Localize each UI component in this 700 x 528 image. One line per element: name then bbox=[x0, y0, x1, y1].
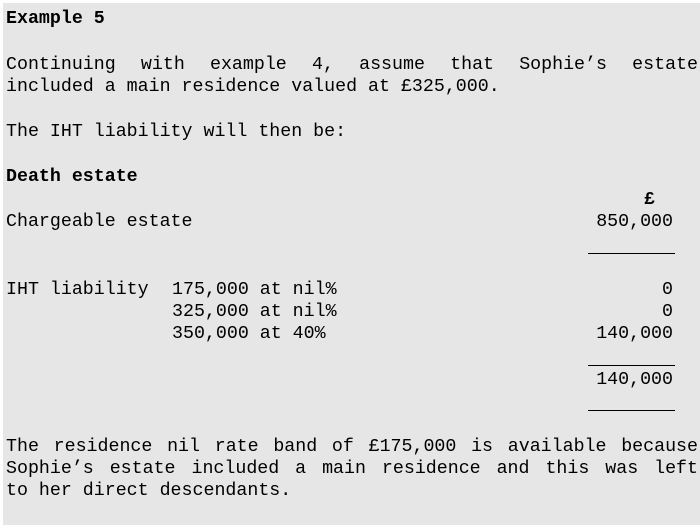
band-row-3-value: 140,000 bbox=[596, 324, 673, 344]
intro-line-2: included a main residence valued at £325,000. bbox=[6, 77, 500, 97]
section-title: Death estate bbox=[6, 167, 138, 187]
intro-line-1: Continuing with example 4, assume that Sophie’s estate bbox=[6, 55, 698, 75]
subtotal-rule bbox=[588, 253, 675, 254]
iht-liability-label: IHT liability bbox=[6, 280, 149, 300]
total-top-rule bbox=[588, 365, 675, 366]
conclusion-line-2: Sophie’s estate included a main residence and this was left bbox=[6, 459, 698, 479]
example-heading: Example 5 bbox=[6, 9, 105, 29]
band-row-3-text: 350,000 at 40% bbox=[172, 324, 326, 344]
band-row-2-text: 325,000 at nil% bbox=[172, 302, 337, 322]
conclusion-line-1: The residence nil rate band of £175,000 is available because bbox=[6, 437, 698, 457]
currency-header: £ bbox=[644, 190, 655, 210]
liability-intro: The IHT liability will then be: bbox=[6, 122, 347, 142]
conclusion-line-3: to her direct descendants. bbox=[6, 481, 292, 501]
total-value: 140,000 bbox=[596, 370, 673, 390]
band-row-2-value: 0 bbox=[662, 302, 673, 322]
total-bottom-rule bbox=[588, 410, 675, 411]
example-panel bbox=[3, 3, 700, 525]
band-row-1-text: 175,000 at nil% bbox=[172, 280, 337, 300]
chargeable-estate-label: Chargeable estate bbox=[6, 212, 193, 232]
band-row-1-value: 0 bbox=[662, 280, 673, 300]
chargeable-estate-value: 850,000 bbox=[596, 212, 673, 232]
